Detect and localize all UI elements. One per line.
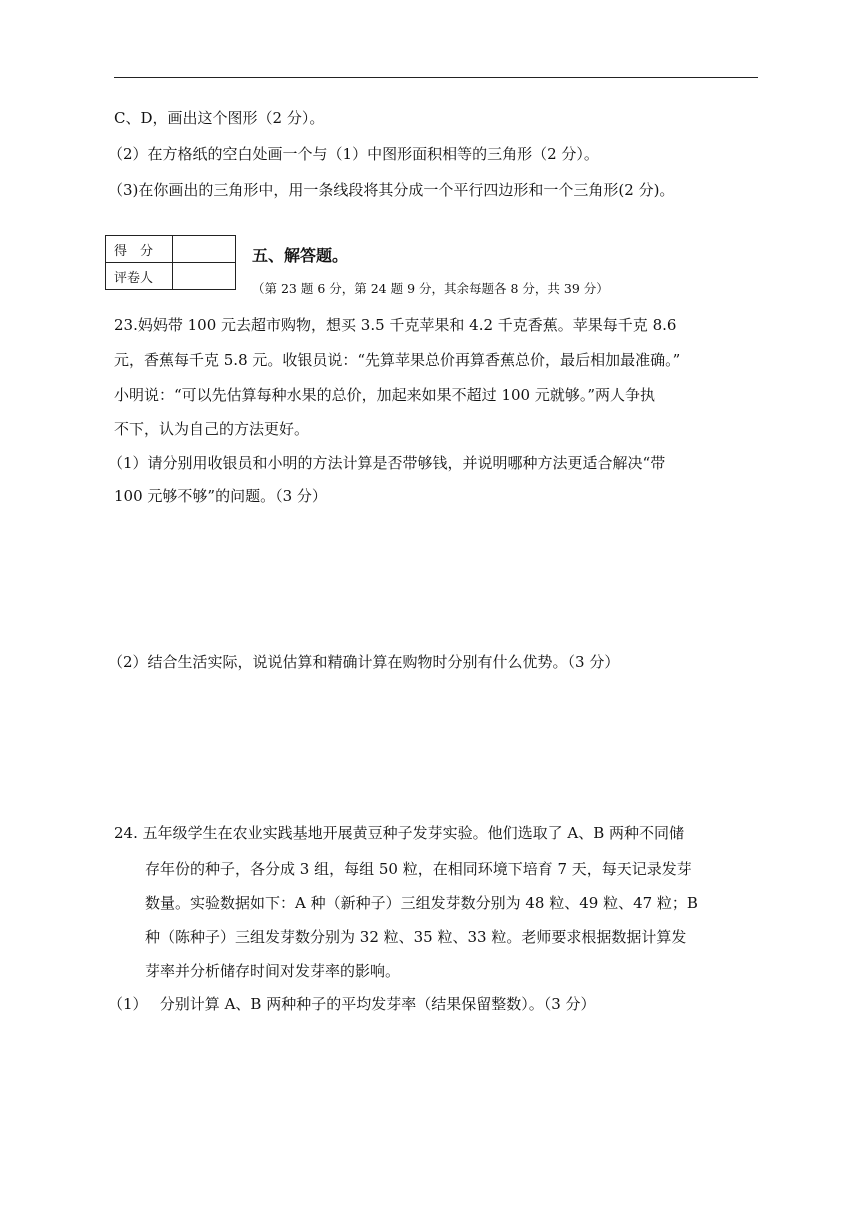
grader-box[interactable] <box>173 263 236 290</box>
q23-subquestion-1: （1）请分别用收银员和小明的方法计算是否带够钱，并说明哪种方法更适合解决“带 <box>108 454 666 472</box>
section-title: 五、解答题。 <box>252 246 349 265</box>
score-box[interactable] <box>173 236 236 263</box>
header-rule <box>114 77 758 78</box>
q24-line-4: 种（陈种子）三组发芽数分别为 32 粒、35 粒、33 粒。老师要求根据数据计算发 <box>145 928 687 946</box>
q24-line-5: 芽率并分析储存时间对发芽率的影响。 <box>145 962 401 980</box>
q23-line-1: 23.妈妈带 100 元去超市购物，想买 3.5 千克苹果和 4.2 千克香蕉。苹果每千克 8.6 <box>114 316 677 334</box>
q23-line-3: 小明说：“可以先估算每种水果的总价，加起来如果不超过 100 元就够。”两人争执 <box>114 386 656 404</box>
grader-label: 评卷人 <box>106 263 173 290</box>
q24-subquestion-1: （1） 分别计算 A、B 两种种子的平均发芽率（结果保留整数）。（3 分） <box>108 995 596 1013</box>
score-table <box>105 235 236 290</box>
q24-line-1: 24. 五年级学生在农业实践基地开展黄豆种子发芽实验。他们选取了 A、B 两种不同储 <box>114 824 685 842</box>
prev-subquestion-3: （3)在你画出的三角形中，用一条线段将其分成一个平行四边形和一个三角形(2 分)。 <box>108 181 675 199</box>
q23-subquestion-2: （2）结合生活实际，说说估算和精确计算在购物时分别有什么优势。（3 分） <box>108 653 620 671</box>
q23-line-2: 元，香蕉每千克 5.8 元。收银员说：“先算苹果总价再算香蕉总价，最后相加最准确。” <box>114 351 681 369</box>
prev-subquestion-2: （2）在方格纸的空白处画一个与（1）中图形面积相等的三角形（2 分）。 <box>108 145 599 163</box>
prev-question-text: C、D，画出这个图形（2 分）。 <box>114 109 325 127</box>
q23-subquestion-1-cont: 100 元够不够”的问题。（3 分） <box>114 487 327 505</box>
score-label: 得 分 <box>106 236 173 263</box>
section-note: （第 23 题 6 分，第 24 题 9 分，其余每题各 8 分，共 39 分） <box>252 281 609 296</box>
q24-line-3: 数量。实验数据如下：A 种（新种子）三组发芽数分别为 48 粒、49 粒、47 粒；B <box>145 894 698 912</box>
q23-line-4: 不下，认为自己的方法更好。 <box>114 420 310 438</box>
q24-line-2: 存年份的种子，各分成 3 组，每组 50 粒，在相同环境下培育 7 天，每天记录发芽 <box>145 860 692 878</box>
